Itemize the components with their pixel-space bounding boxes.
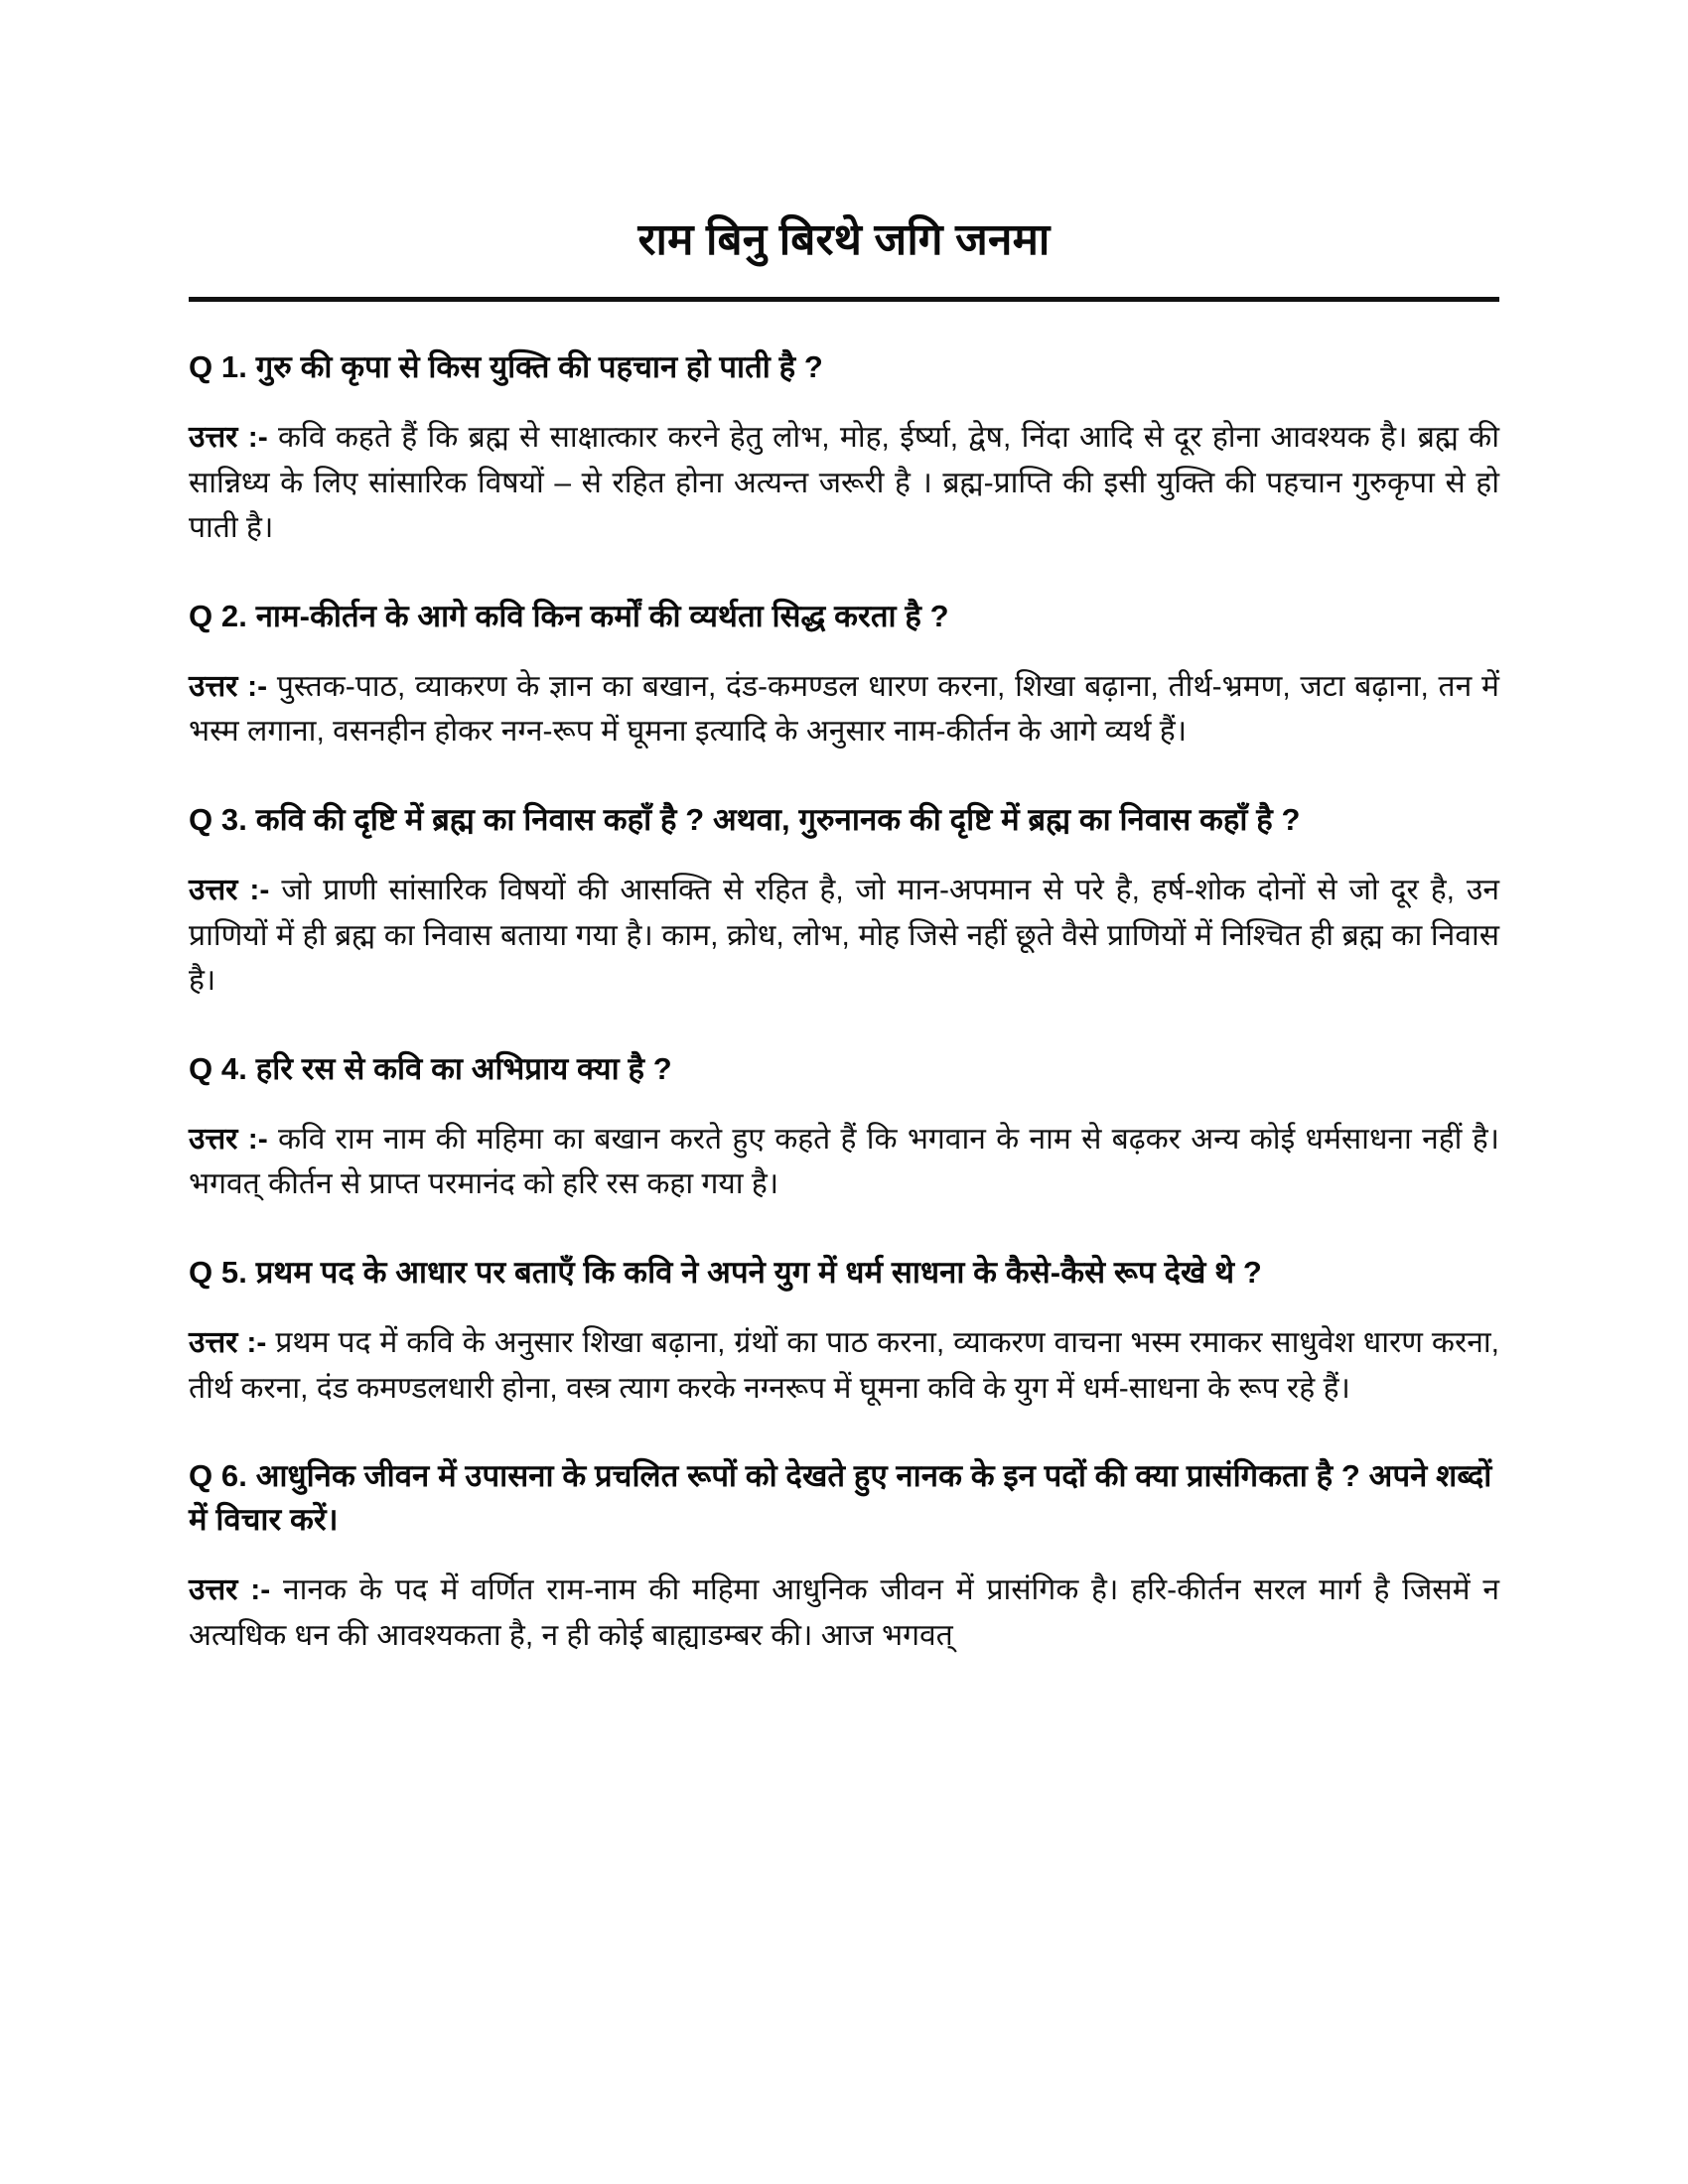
answer-paragraph-2 [189,664,1499,754]
question-heading-5: Q 5. प्रथम पद के आधार पर बताएँ कि कवि ने अपने युग में धर्म साधना के कैसे-कैसे रूप देखे थे ? [189,1254,1262,1290]
page-content [189,0,1499,1688]
question-heading-1: Q 1. गुरु की कृपा से किस युक्ति की पहचान हो पाती है ? [189,348,823,384]
answer-paragraph-1 [189,415,1499,551]
answer-text-1: कवि कहते हैं कि ब्रह्म से साक्षात्कार करने हेतु लोभ, मोह, ईर्ष्या, द्वेष, निंदा आदि से दूर होना आवश्यक है। ब्रह्म की सान्निध्य के लिए सांसारिक विषयों – से रहित होना अत्यन्त जरूरी है । ब्रह्म-प्राप्ति की इसी युक्ति की पहचान गुरुकृपा से हो पाती है। [189,420,1499,545]
answer-text-5: प्रथम पद में कवि के अनुसार शिखा बढ़ाना, ग्रंथों का पाठ करना, व्याकरण वाचना भस्म रमाकर साधुवेश धारण करना, तीर्थ करना, दंड कमण्डलधारी होना, वस्त्र त्याग करके नग्नरूप में घूमना कवि के युग में धर्म-साधना के रूप रहे हैं। [189,1325,1499,1405]
qa-item-5 [189,1251,1499,1411]
answer-text-3: जो प्राणी सांसारिक विषयों की आसक्ति से रहित है, जो मान-अपमान से परे है, हर्ष-शोक दोनों से जो दूर है, उन प्राणियों में ही ब्रह्म का निवास बताया गया है। काम, क्रोध, लोभ, मोह जिसे नहीं छूते वैसे प्राणियों में निश्चित ही ब्रह्म का निवास है। [189,873,1499,998]
qa-item-6 [189,1454,1499,1658]
answer-label-3: उत्तर :- [189,873,270,906]
answer-label-6: उत्तर :- [189,1573,271,1607]
page-title: राम बिनु बिरथे जगि जनमा [637,215,1051,265]
answer-paragraph-4 [189,1117,1499,1207]
question-heading-2: Q 2. नाम-कीर्तन के आगे कवि किन कर्मों की व्यर्थता सिद्ध करता है ? [189,598,949,633]
answer-paragraph-6 [189,1568,1499,1658]
qa-item-4 [189,1047,1499,1207]
answer-label-4: उत्तर :- [189,1122,268,1156]
answer-paragraph-3 [189,868,1499,1004]
answer-label-5: उत्तर :- [189,1325,267,1359]
qa-item-2 [189,595,1499,754]
answer-paragraph-5 [189,1320,1499,1411]
answer-label-2: उत्तर :- [189,669,268,703]
answer-text-2: पुस्तक-पाठ, व्याकरण के ज्ञान का बखान, दंड-कमण्डल धारण करना, शिखा बढ़ाना, तीर्थ-भ्रमण, जटा बढ़ाना, तन में भस्म लगाना, वसनहीन होकर नग्न-रूप में घूमना इत्यादि के अनुसार नाम-कीर्तन के आगे व्यर्थ हैं। [189,669,1499,749]
title-divider [189,297,1499,302]
question-heading-6: Q 6. आधुनिक जीवन में उपासना के प्रचलित रूपों को देखते हुए नानक के इन पदों की क्या प्रासंगिकता है ? अपने शब्दों में विचार करें। [189,1458,1492,1538]
question-heading-4: Q 4. हरि रस से कवि का अभिप्राय क्या है ? [189,1050,672,1086]
qa-item-1 [189,345,1499,551]
qa-item-3 [189,798,1499,1004]
answer-text-4: कवि राम नाम की महिमा का बखान करते हुए कहते हैं कि भगवान के नाम से बढ़कर अन्य कोई धर्मसाधना नहीं है। भगवत् कीर्तन से प्राप्त परमानंद को हरि रस कहा गया है। [189,1122,1499,1201]
question-heading-3: Q 3. कवि की दृष्टि में ब्रह्म का निवास कहाँ है ? अथवा, गुरुनानक की दृष्टि में ब्रह्म का निवास कहाँ है ? [189,801,1301,837]
answer-text-6: नानक के पद में वर्णित राम-नाम की महिमा आधुनिक जीवन में प्रासंगिक है। हरि-कीर्तन सरल मार्ग है जिसमें न अत्यधिक धन की आवश्यकता है, न ही कोई बाह्याडम्बर की। आज भगवत् [189,1573,1499,1652]
answer-label-1: उत्तर :- [189,420,268,454]
page-bottom-clip [0,2045,1688,2184]
